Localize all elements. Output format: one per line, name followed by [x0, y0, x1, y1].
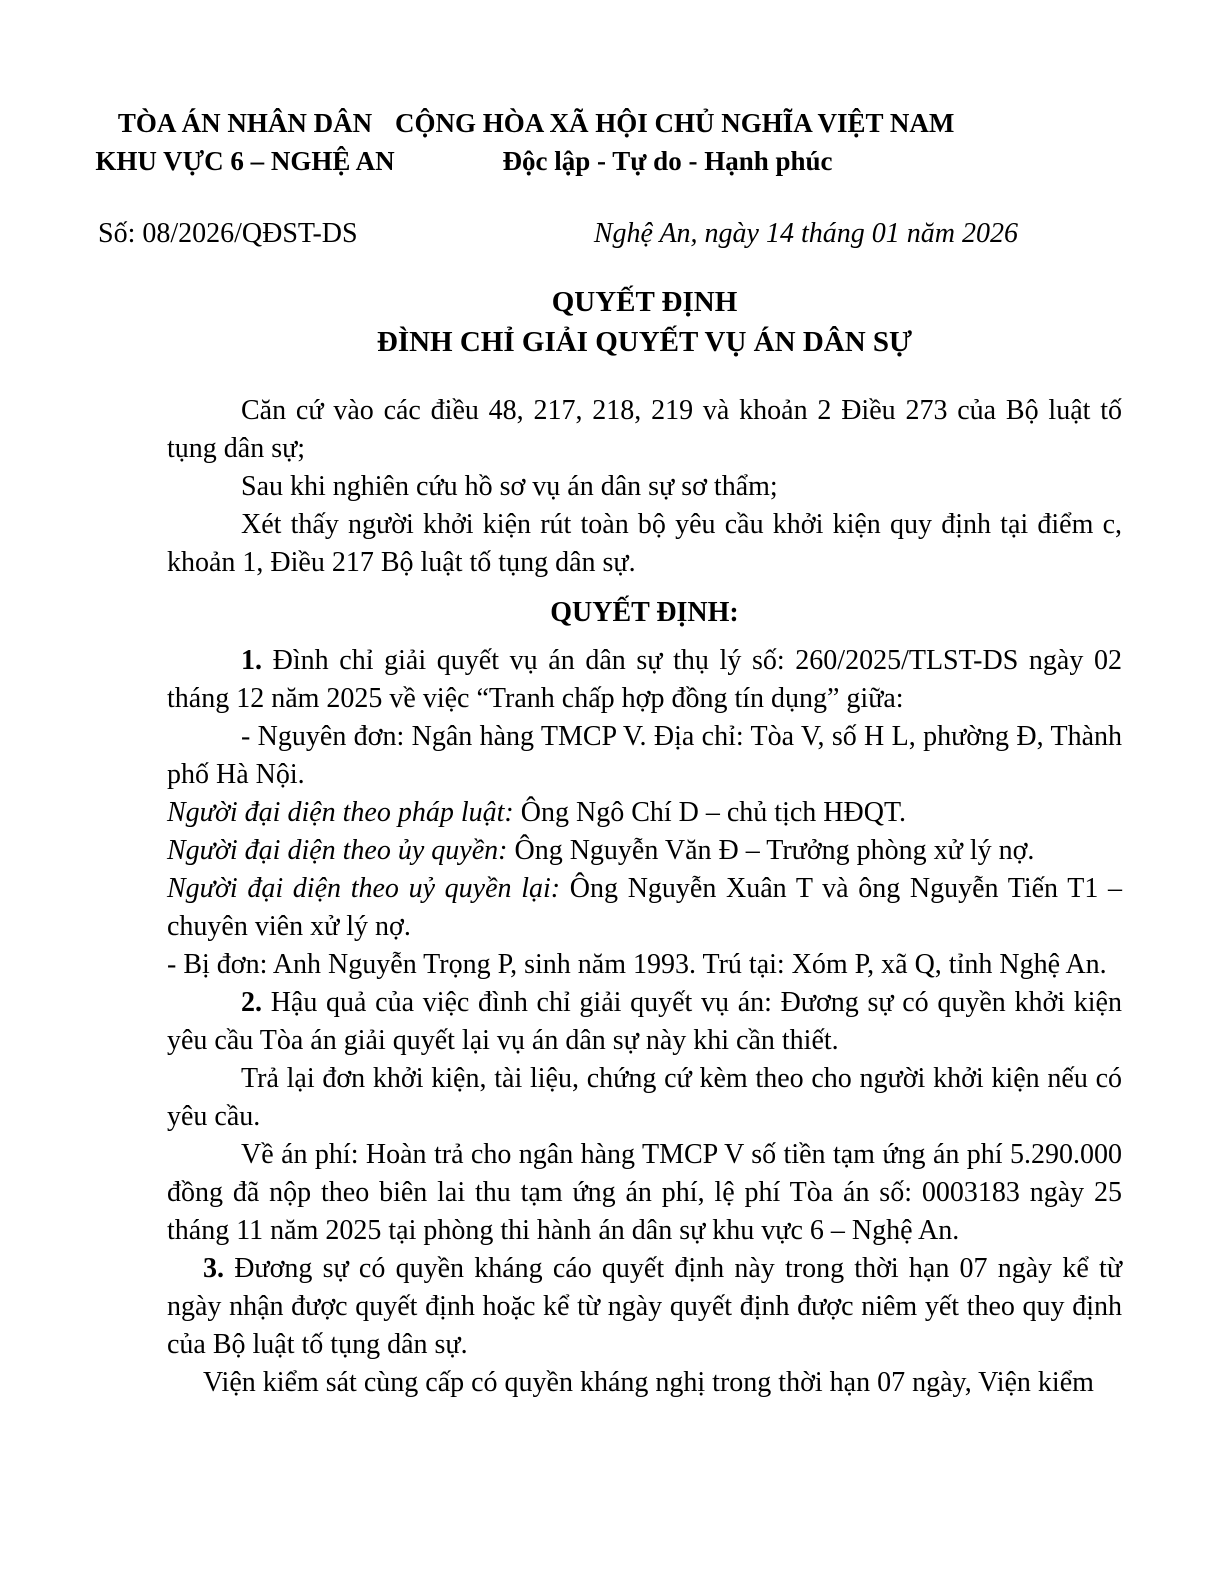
paragraph-sub-authorized-representative: [167, 870, 1122, 946]
national-header-block: [395, 104, 955, 180]
representative-label: Người đại diện theo uỷ quyền lại:: [167, 873, 561, 904]
document-title-block: [167, 282, 1122, 362]
authority-line1: TÒA ÁN NHÂN DÂN: [117, 108, 373, 138]
paragraph-text: - Bị đơn: Anh Nguyễn Trọng P, sinh năm 1993. Trú tại: Xóm P, xã Q, tỉnh Nghệ An.: [167, 949, 1107, 980]
national-motto: Độc lập - Tự do - Hạnh phúc: [502, 146, 833, 176]
paragraph-item-1: [167, 642, 1122, 718]
issuing-authority-block: [95, 104, 395, 180]
paragraph-text: Về án phí: Hoàn trả cho ngân hàng TMCP V số tiền tạm ứng án phí 5.290.000 đồng đã nộp theo biên lai thu tạm ứng án phí, lệ phí Tòa án số: 0003183 ngày 25 tháng 11 năm 2025 tại phòng thi hành án dân sự khu vực 6 – Nghệ An.: [167, 1139, 1122, 1246]
representative-label: Người đại diện theo ủy quyền:: [167, 835, 508, 866]
paragraph-authorized-representative: [167, 832, 1122, 870]
republic-title: CỘNG HÒA XÃ HỘI CHỦ NGHĨA VIỆT NAM: [395, 108, 955, 138]
authority-line2: KHU VỰC 6 – NGHỆ AN: [95, 146, 395, 176]
paragraph-text: - Nguyên đơn: Ngân hàng TMCP V. Địa chỉ: Tòa V, số H L, phường Đ, Thành phố Hà Nội.: [167, 721, 1122, 790]
paragraph-item-3: [167, 1250, 1122, 1364]
paragraph-text: Đương sự có quyền kháng cáo quyết định này trong thời hạn 07 ngày kể từ ngày nhận được quyết định hoặc kể từ ngày quyết định được niêm yết theo quy định của Bộ luật tố tụng dân sự.: [167, 1253, 1122, 1360]
paragraph-text: Trả lại đơn khởi kiện, tài liệu, chứng cứ kèm theo cho người khởi kiện nếu có yêu cầu.: [167, 1063, 1122, 1132]
paragraph-defendant: [167, 946, 1122, 984]
paragraph-text: Ông Nguyễn Xuân T và ông Nguyễn Tiến T1 – chuyên viên xử lý nợ.: [167, 873, 1122, 942]
paragraph-legal-representative: [167, 794, 1122, 832]
paragraph-text: Đình chỉ giải quyết vụ án dân sự thụ lý số: 260/2025/TLST-DS ngày 02 tháng 12 năm 2025 về việc “Tranh chấp hợp đồng tín dụng” giữa:: [167, 645, 1122, 714]
heading-text: QUYẾT ĐỊNH:: [550, 597, 739, 628]
paragraph-finding: [167, 506, 1122, 582]
representative-label: Người đại diện theo pháp luật:: [167, 797, 514, 828]
meta-row: [0, 215, 1224, 253]
section-heading-decision: [167, 594, 1122, 632]
item-number: 1.: [241, 645, 262, 676]
place-date-line: Nghệ An, ngày 14 tháng 01 năm 2026: [593, 218, 1018, 249]
document-body: [167, 392, 1122, 1402]
paragraph-text: Viện kiểm sát cùng cấp có quyền kháng nghị trong thời hạn 07 ngày, Viện kiểm: [203, 1367, 1094, 1398]
paragraph-item-2: [167, 984, 1122, 1060]
document-header: [0, 104, 1224, 180]
item-number: 2.: [241, 987, 262, 1018]
paragraph-text: Sau khi nghiên cứu hồ sơ vụ án dân sự sơ thẩm;: [241, 471, 778, 502]
paragraph-case-review: [167, 468, 1122, 506]
paragraph-procuracy: [167, 1364, 1122, 1402]
paragraph-text: Xét thấy người khởi kiện rút toàn bộ yêu cầu khởi kiện quy định tại điểm c, khoản 1, Điều 217 Bộ luật tố tụng dân sự.: [167, 509, 1122, 578]
paragraph-text: Hậu quả của việc đình chỉ giải quyết vụ án: Đương sự có quyền khởi kiện yêu cầu Tòa án giải quyết lại vụ án dân sự này khi cần thiết.: [167, 987, 1122, 1056]
paragraph-text: Căn cứ vào các điều 48, 217, 218, 219 và khoản 2 Điều 273 của Bộ luật tố tụng dân sự;: [167, 395, 1122, 464]
paragraph-legal-basis: [167, 392, 1122, 468]
title-line1: QUYẾT ĐỊNH: [551, 286, 738, 318]
paragraph-plaintiff: [167, 718, 1122, 794]
paragraph-return-documents: [167, 1060, 1122, 1136]
paragraph-court-fee: [167, 1136, 1122, 1250]
document-number: Số: 08/2026/QĐST-DS: [98, 218, 358, 249]
title-line2: ĐÌNH CHỈ GIẢI QUYẾT VỤ ÁN DÂN SỰ: [376, 326, 913, 358]
item-number: 3.: [203, 1253, 224, 1284]
paragraph-text: Ông Nguyễn Văn Đ – Trưởng phòng xử lý nợ.: [507, 835, 1035, 866]
paragraph-text: Ông Ngô Chí D – chủ tịch HĐQT.: [513, 797, 906, 828]
